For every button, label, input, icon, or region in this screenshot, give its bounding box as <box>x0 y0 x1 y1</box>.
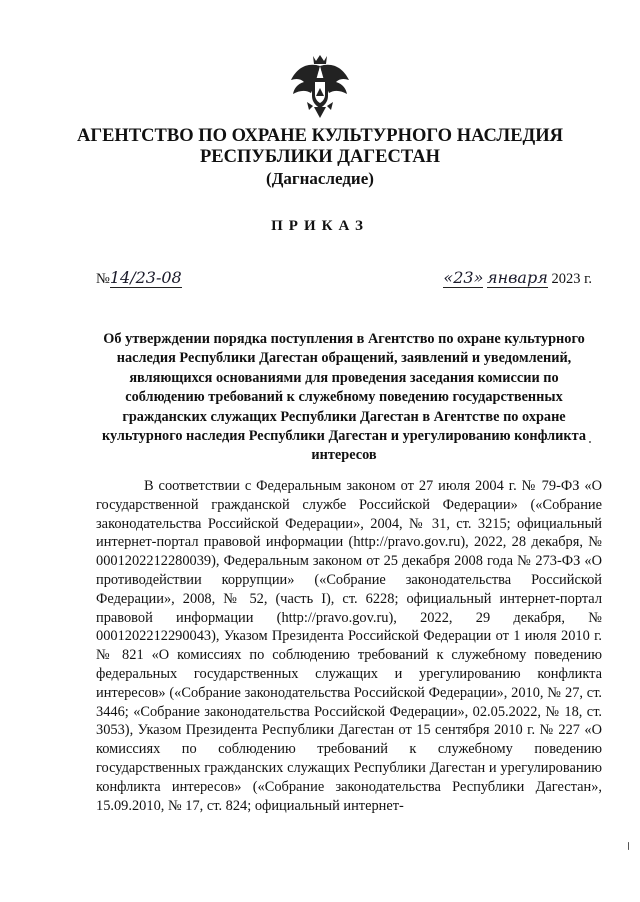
document-title: Об утверждении порядка поступления в Агентство по охране культурного наследия Республики Дагестан обращений, заявлений и уведомлений, являющихся основаниями для проведения заседания комиссии по соблюдению требований к служебному поведению государственных гражданских служащих Республики Дагестан в Агентстве по охране культурного наследия Республики Дагестан и урегулированию конфликта интересов <box>102 331 586 464</box>
date-year: 2023 г. <box>551 271 592 287</box>
eagle-coat-of-arms-icon <box>285 52 355 122</box>
handwritten-date-day: 23 <box>453 268 474 287</box>
number-prefix: № <box>96 271 110 287</box>
scan-speck <box>628 842 629 850</box>
agency-name-line2: РЕСПУБЛИКИ ДАГЕСТАН <box>199 147 441 167</box>
order-number-date-row <box>96 266 592 294</box>
agency-header <box>0 126 640 189</box>
handwritten-order-number: 14/23-08 <box>109 268 182 287</box>
document-body-paragraph: В соответствии с Федеральным законом от 27 июля 2004 г. № 79-ФЗ «О государственной гражданской службе Российской Федерации» («Собрание законодательства Российской Федерации», 2004, № 31, ст. 3215; официальный интернет-портал правовой информации (http://pravo.gov.ru), 2022, 28 декабря, № 0001202212280039), Федеральным законом от 25 декабря 2008 года № 273-ФЗ «О противодействии коррупции» («Собрание законодательства Российской Федерации», 2008, № 52, (часть I), ст. 6228; официальный интернет-портал правовой информации (http://pravo.gov.ru), 2022, 29 декабря, № 0001202212290043), Указом Президента Российской Федерации от 1 июля 2010 г. № 821 «О комиссиях по соблюдению требований к служебному поведению федеральных государственных служащих и урегулированию конфликта интересов» («Собрание законодательства Российской Федерации», 2010, № 27, ст. 3446; «Собрание законодательства Российской Федерации», 02.05.2022, № 18, ст. 3053), Указом Президента Республики Дагестан от 15 сентября 2010 г. № 227 «О комиссиях по соблюдению требований к служебному поведению государственных гражданских служащих Республики Дагестан и урегулированию конфликта интересов» («Собрание законодательства Республики Дагестан», 15.09.2010, № 17, ст. 824; официальный интернет- <box>96 478 602 814</box>
date-close-quote: » <box>473 268 484 287</box>
agency-short-name: (Дагнаследие) <box>266 169 374 188</box>
scan-speck <box>589 441 591 443</box>
order-number <box>96 268 182 288</box>
date-open-quote: « <box>443 268 454 287</box>
handwritten-date-month: января <box>486 268 548 287</box>
agency-name-line1: АГЕНТСТВО ПО ОХРАНЕ КУЛЬТУРНОГО НАСЛЕДИЯ <box>76 126 564 146</box>
order-date <box>443 268 592 288</box>
document-type: ПРИКАЗ <box>271 218 369 234</box>
